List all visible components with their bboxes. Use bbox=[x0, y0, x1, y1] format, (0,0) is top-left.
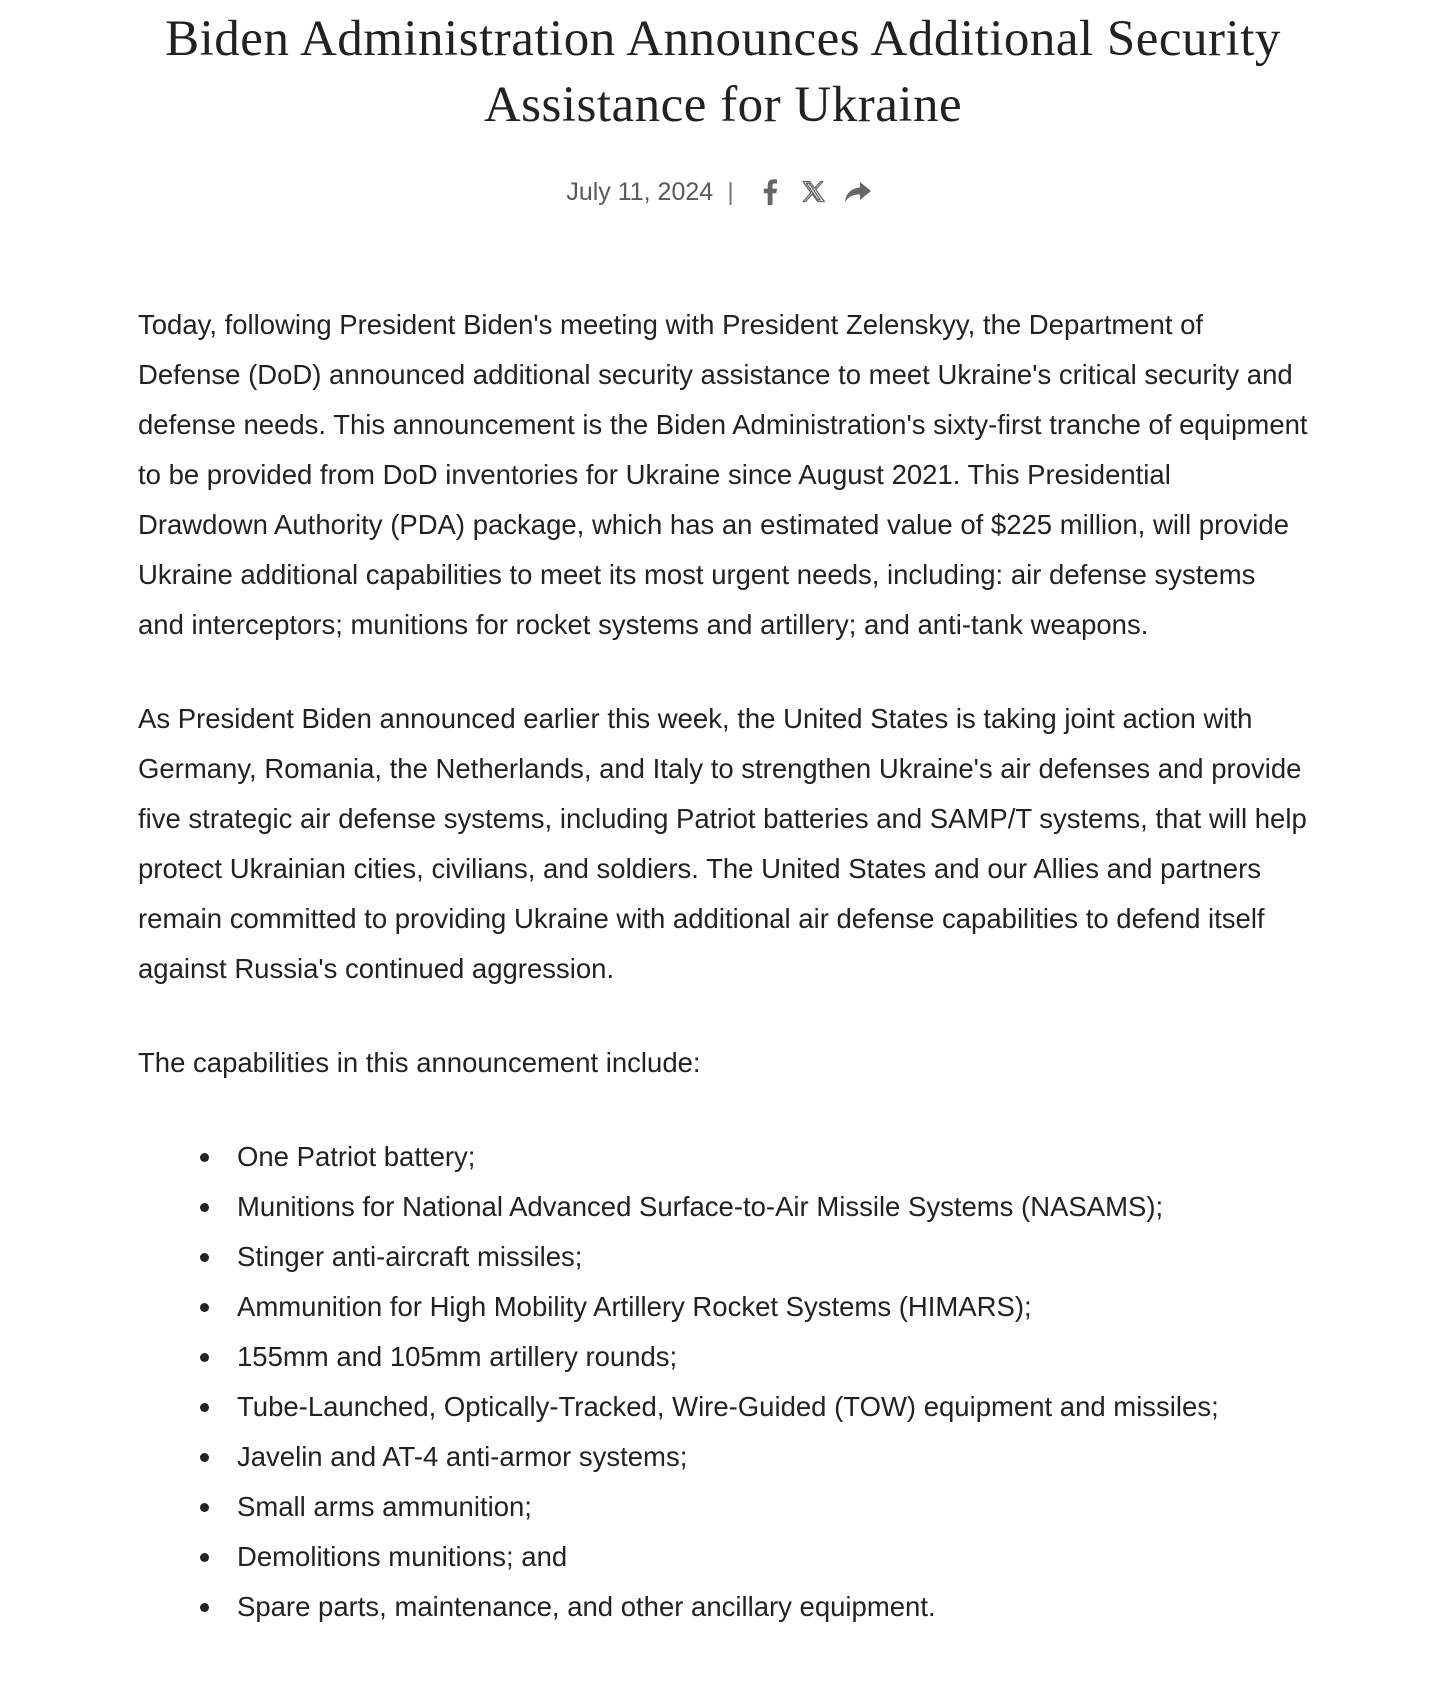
bullet-icon bbox=[200, 1603, 209, 1612]
x-icon[interactable] bbox=[797, 175, 831, 209]
list-item bbox=[200, 1282, 1308, 1332]
list-item bbox=[200, 1482, 1308, 1532]
list-item-text: One Patriot battery; bbox=[237, 1141, 476, 1172]
share-icon[interactable] bbox=[841, 175, 875, 209]
bullet-icon bbox=[200, 1303, 209, 1312]
list-item bbox=[200, 1582, 1308, 1632]
list-item bbox=[200, 1332, 1308, 1382]
bullet-icon bbox=[200, 1503, 209, 1512]
paragraph-capabilities-intro: The capabilities in this announcement include: bbox=[138, 1047, 701, 1078]
article-title: Biden Administration Announces Additional Security Assistance for Ukraine bbox=[165, 11, 1281, 133]
bullet-icon bbox=[200, 1153, 209, 1162]
bullet-icon bbox=[200, 1553, 209, 1562]
bullet-icon bbox=[200, 1353, 209, 1362]
list-item bbox=[200, 1232, 1308, 1282]
facebook-icon[interactable] bbox=[753, 175, 787, 209]
paragraph-intro: Today, following President Biden's meeting with President Zelenskyy, the Department of Defense (DoD) announced additional security assistance to meet Ukraine's critical security and defense needs. This announcement is the Biden Administration's sixty-first tranche of equipment to be provided from DoD inventories for Ukraine since August 2021. This Presidential Drawdown Authority (PDA) package, which has an estimated value of $225 million, will provide Ukraine additional capabilities to meet its most urgent needs, including: air defense systems and interceptors; munitions for rocket systems and artillery; and anti-tank weapons. bbox=[138, 309, 1308, 640]
list-item-text: Ammunition for High Mobility Artillery Rocket Systems (HIMARS); bbox=[237, 1291, 1032, 1322]
list-item-text: Tube-Launched, Optically-Tracked, Wire-Guided (TOW) equipment and missiles; bbox=[237, 1391, 1219, 1422]
article-meta bbox=[138, 172, 1308, 212]
bullet-icon bbox=[200, 1253, 209, 1262]
list-item bbox=[200, 1432, 1308, 1482]
bullet-icon bbox=[200, 1403, 209, 1412]
list-item-text: Spare parts, maintenance, and other ancillary equipment. bbox=[237, 1591, 936, 1622]
bullet-icon bbox=[200, 1203, 209, 1212]
list-item bbox=[200, 1532, 1308, 1582]
list-item-text: Stinger anti-aircraft missiles; bbox=[237, 1241, 583, 1272]
capabilities-list bbox=[138, 1132, 1308, 1632]
list-item-text: Javelin and AT-4 anti-armor systems; bbox=[237, 1441, 688, 1472]
publish-date: July 11, 2024 bbox=[566, 177, 714, 206]
article-body bbox=[138, 300, 1308, 1632]
list-item bbox=[200, 1132, 1308, 1182]
article bbox=[138, 0, 1308, 1632]
meta-separator: | bbox=[727, 177, 734, 206]
paragraph-joint-action: As President Biden announced earlier this week, the United States is taking joint action with Germany, Romania, the Netherlands, and Italy to strengthen Ukraine's air defenses and provide five strategic air defense systems, including Patriot batteries and SAMP/T systems, that will help protect Ukrainian cities, civilians, and soldiers. The United States and our Allies and partners remain committed to providing Ukraine with additional air defense capabilities to defend itself against Russia's continued aggression. bbox=[138, 703, 1307, 984]
bullet-icon bbox=[200, 1453, 209, 1462]
list-item bbox=[200, 1182, 1308, 1232]
list-item-text: 155mm and 105mm artillery rounds; bbox=[237, 1341, 678, 1372]
list-item-text: Munitions for National Advanced Surface-to-Air Missile Systems (NASAMS); bbox=[237, 1191, 1164, 1222]
list-item bbox=[200, 1382, 1308, 1432]
list-item-text: Small arms ammunition; bbox=[237, 1491, 532, 1522]
list-item-text: Demolitions munitions; and bbox=[237, 1541, 568, 1572]
